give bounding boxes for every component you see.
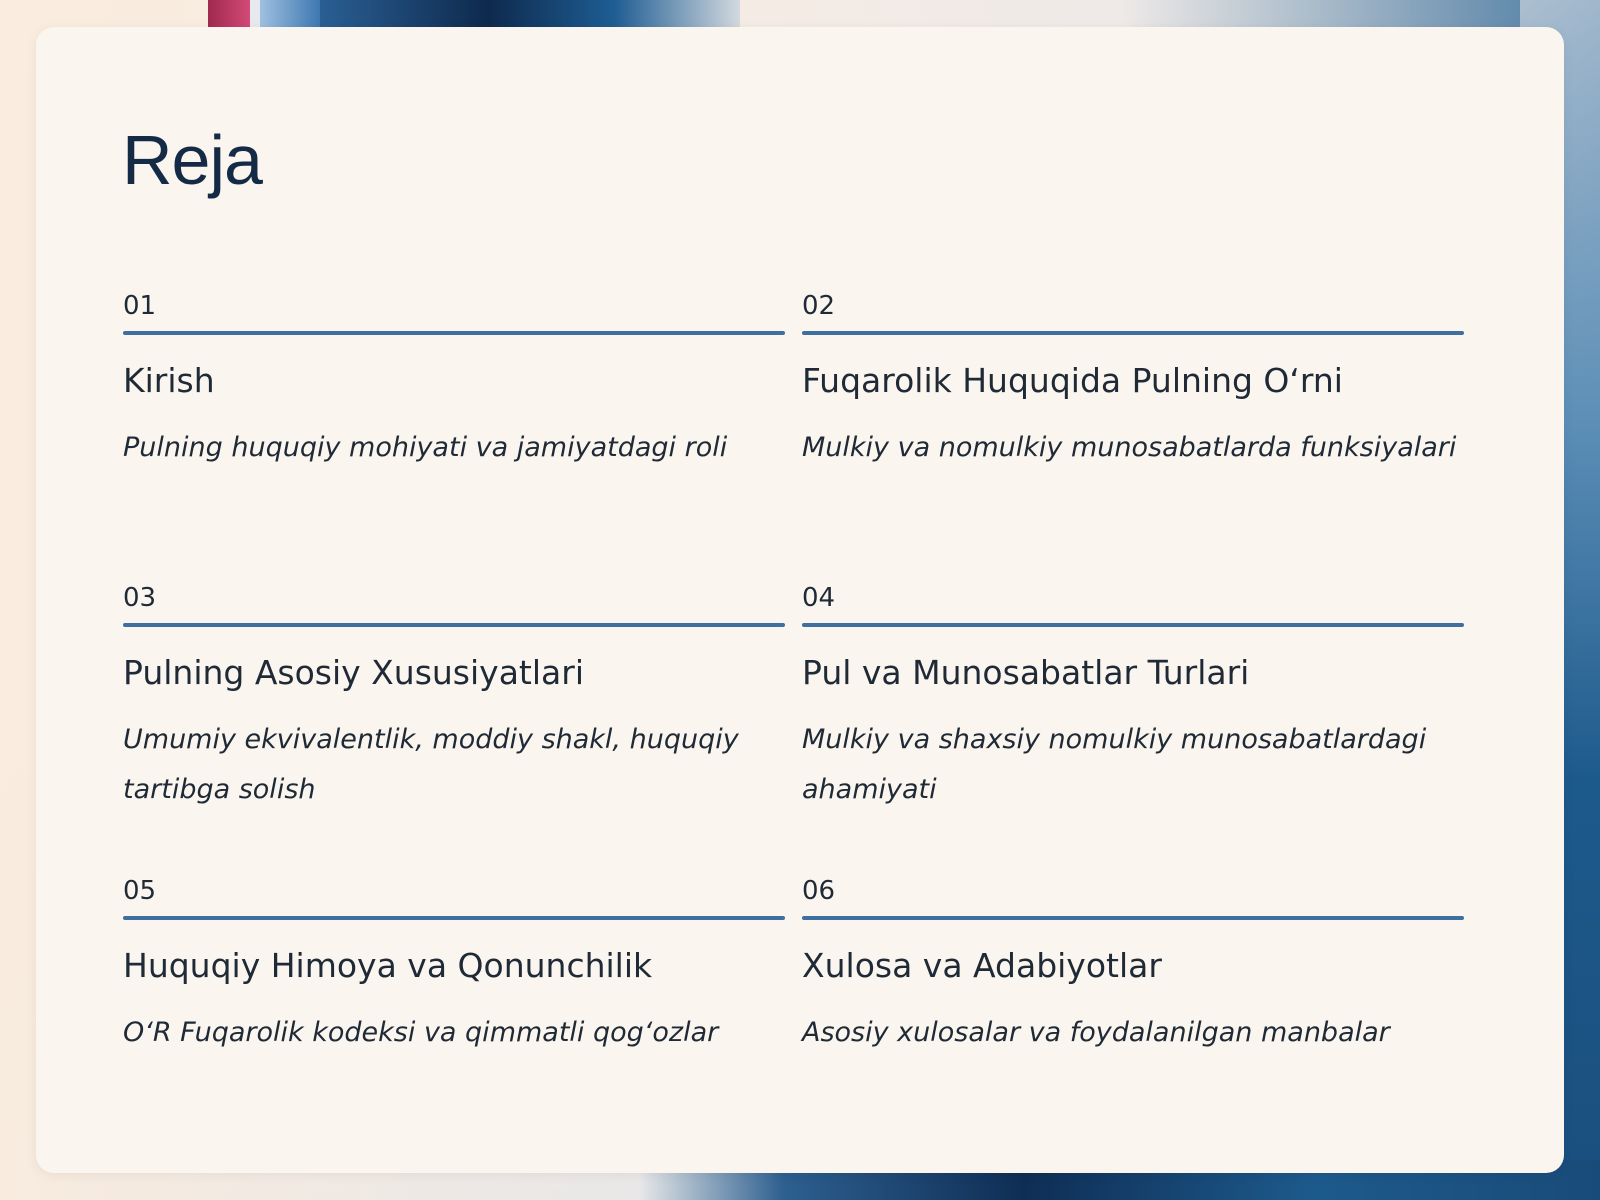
agenda-item-heading: Pulning Asosiy Xususiyatlari — [123, 653, 584, 692]
agenda-item-divider — [802, 916, 1464, 920]
agenda-item-03 — [123, 585, 785, 815]
agenda-item-number: 04 — [802, 583, 836, 613]
agenda-item-number: 05 — [123, 876, 157, 906]
agenda-item-number: 02 — [802, 291, 836, 321]
agenda-item-04 — [802, 585, 1464, 815]
agenda-item-description: Pulning huquqiy mohiyati va jamiyatdagi roli — [123, 431, 728, 463]
agenda-item-divider — [802, 331, 1464, 335]
agenda-item-heading: Pul va Munosabatlar Turlari — [802, 653, 1250, 692]
agenda-item-description: O‘R Fuqarolik kodeksi va qimmatli qog‘ozlar — [123, 1016, 719, 1048]
agenda-item-02 — [802, 293, 1464, 473]
agenda-item-description: Umumiy ekvivalentlik, moddiy shakl, huquqiy tartibga solish — [123, 723, 739, 805]
agenda-item-description: Mulkiy va shaxsiy nomulkiy munosabatlardagi ahamiyati — [802, 723, 1427, 805]
agenda-item-number: 03 — [123, 583, 157, 613]
agenda-item-divider — [123, 331, 785, 335]
page-title: Reja — [122, 121, 262, 199]
agenda-item-heading: Huquqiy Himoya va Qonunchilik — [123, 946, 653, 985]
agenda-item-divider — [123, 916, 785, 920]
slide-card — [36, 27, 1564, 1173]
agenda-item-description: Mulkiy va nomulkiy munosabatlarda funksiyalari — [802, 431, 1457, 463]
agenda-item-divider — [123, 623, 785, 627]
agenda-item-number: 01 — [123, 291, 157, 321]
agenda-item-description: Asosiy xulosalar va foydalanilgan manbalar — [802, 1016, 1390, 1048]
agenda-item-06 — [802, 878, 1464, 1058]
agenda-item-heading: Kirish — [123, 361, 215, 400]
agenda-item-05 — [123, 878, 785, 1058]
agenda-item-number: 06 — [802, 876, 836, 906]
agenda-item-heading: Fuqarolik Huquqida Pulning O‘rni — [802, 361, 1343, 400]
agenda-item-divider — [802, 623, 1464, 627]
agenda-item-heading: Xulosa va Adabiyotlar — [802, 946, 1162, 985]
agenda-item-01 — [123, 293, 785, 473]
